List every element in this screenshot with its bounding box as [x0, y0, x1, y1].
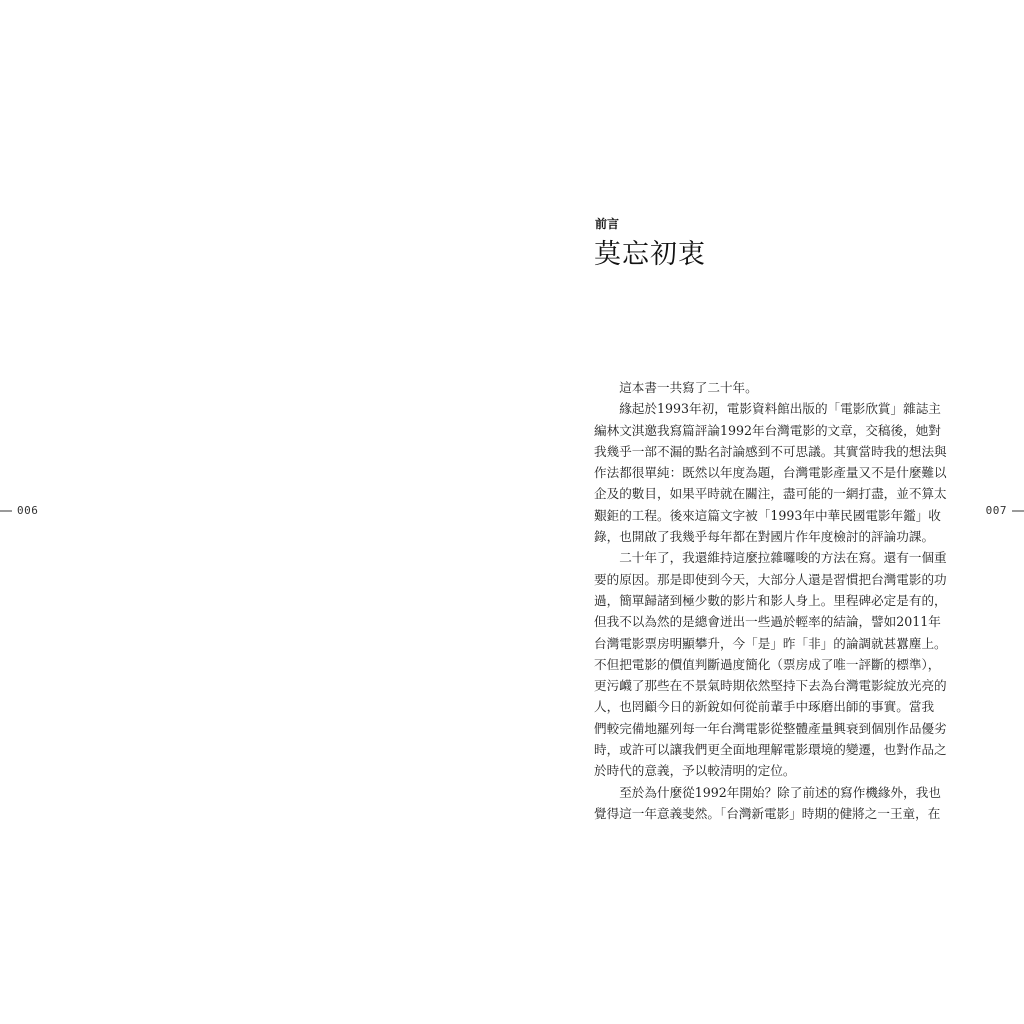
body-text	[594, 377, 956, 824]
left-folio-text: 006	[17, 504, 39, 517]
chapter-title: 莫忘初衷	[594, 239, 706, 270]
chapter-kicker: 前言	[595, 217, 620, 231]
right-page	[512, 0, 1024, 1024]
right-page-number	[986, 504, 1024, 517]
folio-rule	[0, 510, 12, 512]
paragraph: 這本書一共寫了二十年。	[619, 380, 758, 395]
paragraph: 至於為什麼從1992年開始？除了前述的寫作機緣外，我也 覺得這一年意義斐然。「台灣新電影」時期的健將之一王童，在	[594, 784, 941, 821]
folio-rule	[1012, 510, 1024, 512]
paragraph: 二十年了，我還維持這麼拉雜囉唆的方法在寫。還有一個重 要的原因。那是即使到今天，大部分人還是習慣把台灣電影的功 過，簡單歸諸到極少數的影片和影人身上。里程碑必定是有的， 但我不以為然的是總會迸出一些過於輕率的結論，譬如2011年 台灣電影票房明顯攀升，今「是」昨「非」的論調就甚囂塵上。 不但把電影的價值判斷過度簡化（票房成了唯一評斷的標準）， 更污衊了那些在不景氣時期依然堅持下去為台灣電影綻放光亮的 人，也罔顧今日的新銳如何從前輩手中琢磨出師的事實。當我 們較完備地羅列每一年台灣電影從整體產量興衰到個別作品優劣 時，或許可以讓我們更全面地理解電影環境的變遷，也對作品之 於時代的意義，予以較清明的定位。	[594, 550, 947, 779]
right-folio-text: 007	[985, 504, 1007, 517]
left-page-number	[0, 504, 38, 517]
paragraph: 緣起於1993年初，電影資料館出版的「電影欣賞」雜誌主 編林文淇邀我寫篇評論1992年台灣電影的文章，交稿後，她對 我幾乎一部不漏的點名討論感到不可思議。其實當時我的想法與 作法都很單純：既然以年度為題，台灣電影產量又不是什麼難以 企及的數目，如果平時就在關注，盡可能的一網打盡，並不算太 艱鉅的工程。後來這篇文字被「1993年中華民國電影年鑑」收 錄，也開啟了我幾乎每年都在對國片作年度檢討的評論功課。	[594, 401, 947, 545]
